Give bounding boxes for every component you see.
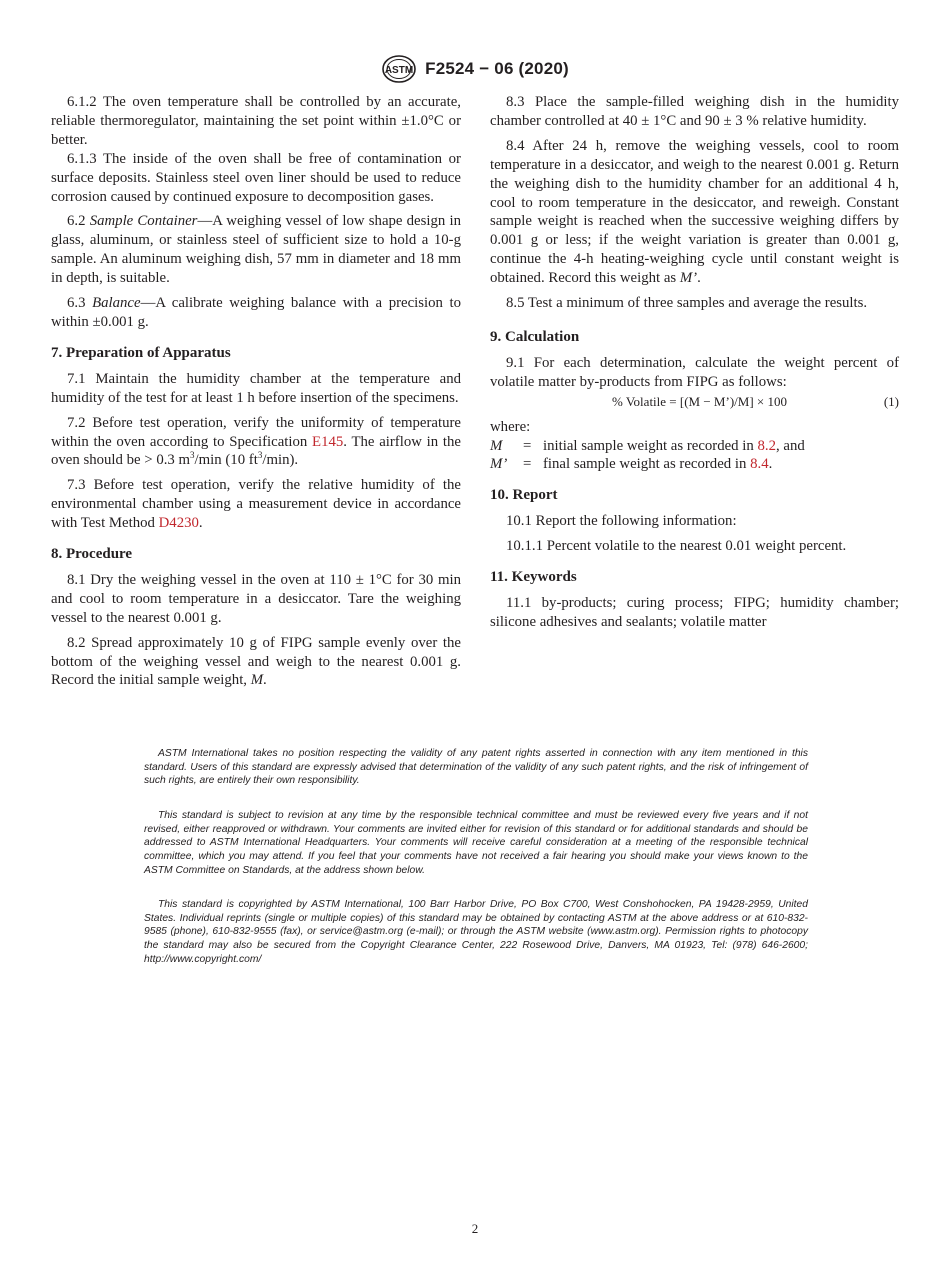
paragraph-6-3: 6.3 Balance—A calibrate weighing balance with a precision to within ±0.001 g. [51,295,462,330]
paragraph-8-3: 8.3 Place the sample-filled weighing dish in the humidity chamber controlled at 40 ± 1°C and 90 ± 3 % relative humidity. [490,94,899,129]
paragraph-6-2: 6.2 Sample Container—A weighing vessel of low shape design in glass, aluminum, or stainless steel of sufficient size to hold a 10-g sample. An aluminum weighing dish, 57 mm in diameter and 18 mm in depth, is suitable. [51,213,461,287]
section-8-heading: 8. Procedure [51,546,133,563]
section-11-heading: 11. Keywords [490,569,577,586]
document-designation: F2524 − 06 (2020) [425,59,569,78]
page-number: 2 [471,1221,479,1236]
copyright-notice: This standard is copyrighted by ASTM International, 100 Barr Harbor Drive, PO Box C700, West Conshohocken, PA 19428-2959, United States. Individual reprints (single or multiple copies) of this standard may be obtained by contacting ASTM at the above address or at 610-832-9585 (phone), 610-832-9555 (fax), or service@astm.org (e-mail); or through the ASTM website (www.astm.org). Permission rights to photocopy the standard may also be secured from the Copyright Clearance Center, 222 Rosewood Drive, Danvers, MA 01923, Tel: (978) 646-2600; http://www.copyright.com/ [144,899,808,965]
paragraph-8-2: 8.2 Spread approximately 10 g of FIPG sample evenly over the bottom of the weighing vessel and weigh to the nearest 0.001 g. Record the initial sample weight, M. [51,634,461,689]
paragraph-8-4: 8.4 After 24 h, remove the weighing vessels, cool to room temperature in a desiccator, and weigh to the nearest 0.001 g. Return the weighing dish to the humidity chamber for an additional 4 h, cool to room temperature in the desiccator, and reweigh. Constant sample weight is reached when the successive weighing differs by 0.001 g or less; if the weight variation is greater than 0.001 g, continue the 4-h heating-weighing cycle until constant weight is obtained. Record this weight as M’. [490,137,899,287]
section-7-heading: 7. Preparation of Apparatus [51,344,231,361]
paragraph-6-1-3: 6.1.3 The inside of the oven shall be free of contamination or surface deposits. Stainless steel oven liner should be used to reduce corrosion caused by continued exposure to decomposition gases. [51,150,461,205]
variable-definition-m-prime: M’ = final sample weight as recorded in 8.4. [490,456,773,473]
reference-link-e145[interactable]: E145 [312,433,344,450]
section-10-heading: 10. Report [490,487,558,504]
paragraph-10-1-1: 10.1.1 Percent volatile to the nearest 0.01 weight percent. [506,538,847,555]
page-header [0,54,950,84]
logo-text: ASTM [384,65,414,76]
paragraph-6-1-2: 6.1.2 The oven temperature shall be controlled by an accurate, reliable thermoregulator, maintaining the set point within ±1.0°C or better. [51,94,461,148]
term-balance: Balance [92,295,141,312]
left-column [51,93,461,690]
right-column [490,93,899,632]
reference-link-8-4[interactable]: 8.4 [750,456,769,473]
section-9-heading: 9. Calculation [490,328,580,345]
equation-expression: % Volatile = [(M − M’)/M] × 100 [612,393,787,409]
patent-notice: ASTM International takes no position respecting the validity of any patent rights asserted in connection with any item mentioned in this standard. Users of this standard are expressly advised that determination of the validity of any such patent rights, and the risk of infringement of such rights, are entirely their own responsibility. [144,748,808,787]
revision-notice: This standard is subject to revision at any time by the responsible technical committee and must be reviewed every five years and if not revised, either reapproved or withdrawn. Your comments are invited either for revision of this standard or for additional standards and should be addressed to ASTM International Headquarters. Your comments will receive careful consideration at a meeting of the responsible technical committee, which you may attend. If you feel that your comments have not received a fair hearing you should make your views known to the ASTM Committee on Standards, at the address shown below. [144,810,808,876]
paragraph-10-1: 10.1 Report the following information: [506,513,737,530]
paragraph-8-5: 8.5 Test a minimum of three samples and average the results. [506,295,868,312]
paragraph-8-1: 8.1 Dry the weighing vessel in the oven at 110 ± 1°C for 30 min and cool to room temperature in a desiccator. Tare the weighing vessel to the nearest 0.001 g. [51,571,461,626]
variable-definition-m: M = initial sample weight as recorded in 8.2, and [490,437,805,454]
paragraph-11-1: 11.1 by-products; curing process; FIPG; humidity chamber; silicone adhesives and sealants; volatile matter [490,594,899,630]
astm-logo-icon [381,54,417,84]
equation-1 [490,393,899,412]
paragraph-7-2: 7.2 Before test operation, verify the uniformity of temperature within the oven according to Specification E145. The airflow in the oven should be > 0.3 $m^3/\min$ (10 $ft^3/\min$). [51,414,461,469]
reference-link-d4230[interactable]: D4230 [158,515,199,532]
paragraph-7-3: 7.3 Before test operation, verify the relative humidity of the environmental chamber using a measurement device in accordance with Test Method D4230. [51,477,461,532]
equation-number: (1) [883,393,899,409]
reference-link-8-2[interactable]: 8.2 [757,437,776,454]
where-label: where: [490,418,531,435]
paragraph-7-1: 7.1 Maintain the humidity chamber at the temperature and humidity of the test for at least 1 h before insertion of the specimens. [51,370,461,406]
term-sample-container: Sample Container [89,213,198,230]
paragraph-9-1: 9.1 For each determination, calculate the weight percent of volatile matter by-products from FIPG as follows: [490,354,899,390]
